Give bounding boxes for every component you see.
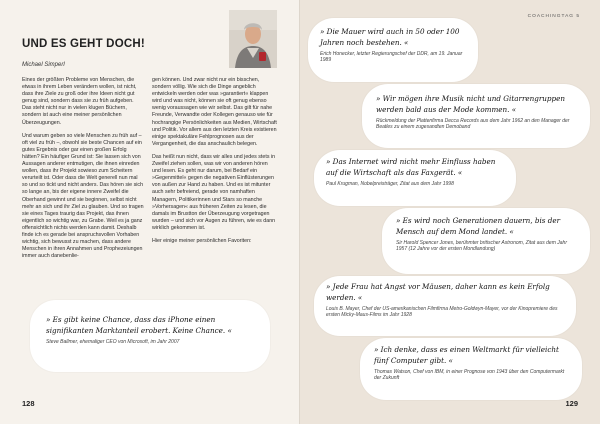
quote-text: » Wir mögen ihre Musik nicht und Gitarrengruppen werden bald aus der Mode kommen. «: [376, 94, 566, 114]
quote-text: » Das Internet wird nicht mehr Einfluss haben auf die Wirtschaft als das Faxgerät. «: [326, 157, 496, 177]
quote-text: » Es gibt keine Chance, dass das iPhone einen signifikanten Marktanteil erobert. Keine Chance. «: [46, 315, 232, 335]
quote-attribution: Sir Harold Spencer Jones, berühmter britischer Astronom, Zitat aus dem Jahr 1957 (12 Jahre vor der ersten Mondlandung): [396, 240, 567, 253]
author-name: Michael Simperl: [22, 62, 65, 68]
quote-bubble-watson: [360, 338, 582, 400]
page-number-left: 128: [22, 399, 35, 408]
quote-attribution: Paul Krugman, Nobelpreisträger, Zitat aus dem Jahr 1998: [326, 181, 454, 187]
quote-bubble-ballmer: [30, 300, 270, 372]
paragraph: Eines der größten Probleme von Menschen, die etwas in ihrem Leben verändern wollen, ist nicht, dass ihre Ziele zu groß oder ihre Ideen nicht gut genug sind, sondern dass sie zu früh aufgeben. Das steht nicht nur in vielen klugen Büchern, sondern ist auch eine meiner persönlichen Überzeugungen.: [22, 77, 137, 126]
quote-attribution: Erich Honecker, letzter Regierungschef der DDR, am 19. Januar 1989: [320, 51, 463, 64]
running-header: COACHINGTAG 5: [527, 14, 580, 19]
quote-text: » Ich denke, dass es einen Weltmarkt für vielleicht fünf Computer gibt. «: [374, 345, 559, 365]
quote-bubble-mayer: [314, 276, 576, 336]
paragraph: Hier einige meiner persönlichen Favoriten:: [152, 237, 252, 244]
right-page: [300, 0, 600, 424]
quote-bubble-honecker: [308, 18, 478, 82]
quote-attribution: Rückmeldung der Plattenfirma Decca Records aus dem Jahr 1962 an den Manager der Beatles zu einem zugesandten Demoband: [376, 118, 570, 131]
author-photo: [229, 10, 277, 68]
quote-text: » Es wird noch Generationen dauern, bis der Mensch auf dem Mond landet. «: [396, 216, 561, 236]
page-number-right: 129: [565, 399, 578, 408]
quote-bubble-krugman: [314, 150, 516, 206]
body-column-1: [22, 77, 144, 266]
body-column-2: [152, 77, 278, 251]
paragraph: Das heißt nun nicht, dass wir alles und jedes stets in Zweifel ziehen sollen, was wir von anderen hören und lesen. Es geht nur darum, bei Bedarf ein »Gegenmittel« gegen die negativen Einflüsterungen von außen zur Hand zu haben. Und es ist mitunter auch sehr befreiend, gerade von namhaften Managern, Politikerinnen und Stars so manche »Vorhersagen« aus früheren Zeiten zu lesen, die damals im Brustton der Überzeugung vorgetragen wurden – und sich vor Augen zu führen, wie es dann wirklich gekommen ist.: [152, 153, 276, 231]
quote-attribution: Steve Ballmer, ehemaliger CEO von Microsoft, im Jahr 2007: [46, 339, 180, 345]
page-title: UND ES GEHT DOCH!: [22, 38, 145, 50]
quote-bubble-spencer-jones: [382, 208, 590, 274]
quote-attribution: Louis B. Mayer, Chef der US-amerikanischen Filmfirma Metro-Goldwyn-Mayer, vor der Kinopremiere des ersten Micky-Maus-Films im Jahr 1928: [326, 306, 558, 319]
quote-attribution: Thomas Watson, Chef von IBM, in einer Prognose von 1943 über den Computermarkt der Zukunft: [374, 369, 565, 382]
quote-bubble-decca: [362, 84, 590, 148]
quote-text: » Die Mauer wird auch in 50 oder 100 Jahren noch bestehen. «: [320, 27, 460, 47]
paragraph: Und warum geben so viele Menschen zu früh auf – oft viel zu früh –, obwohl sie beste Chancen auf ein gutes Ergebnis oder gar einen großen Erfolg hätten? Ein häufiger Grund ist: Sie lassen sich von Aussagen anderer entmutigen, die ihnen einreden wollen, dass ihr Projekt sowieso zum Scheitern verurteilt ist. Oder dass die Welt generell nun mal so und so tickt und nicht anders. Das hören sie sich so lange an, bis der eigene innere Zweifel die Oberhand gewinnt und sie beginnen, selbst nicht mehr an sich und ihr Ziel zu glauben. Und so tragen sie eines Tages traurig das Projekt, das ihnen eigentlich so wichtig war, zu Grabe. Weil es ja ganz offensichtlich nichts werden kann damit. Deshalb finde ich es gerade bei anspruchsvollen Vorhaben wichtig, sich bewusst zu machen, dass andere Menschen in ihren Annahmen und Prophezeiungen immer auch danebenlie-: [22, 132, 144, 260]
quote-text: » Jede Frau hat Angst vor Mäusen, daher kann es kein Erfolg werden. «: [326, 282, 550, 302]
paragraph: gen können. Und zwar nicht nur ein bisschen, sondern völlig. Wie sich die Dinge angeblich entwickeln werden oder was »garantiert« klappen wird und was nicht, können sie oft genug ebenso wenig voraussagen wie wir selbst. Das gilt für nahe Freunde, Verwandte oder Kollegen genauso wie für hochrangige Persönlichkeiten aus Medien, Wirtschaft und Politik. Vor allem aus den letzten Kreis existieren einige spektakuläre Fehlprognosen aus der Vergangenheit, die das anschaulich belegen.: [152, 77, 277, 147]
